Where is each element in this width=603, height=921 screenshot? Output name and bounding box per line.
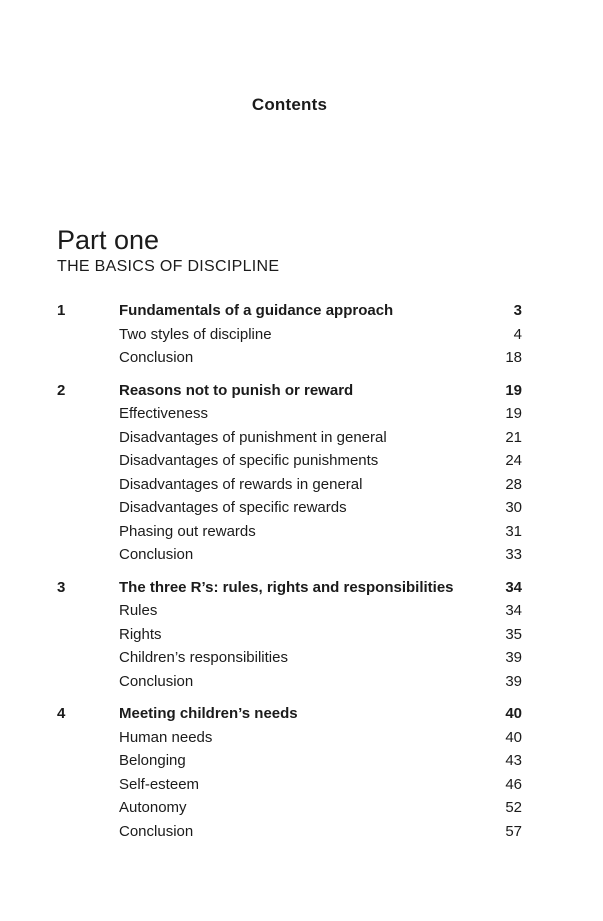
chapter-number [57, 796, 119, 820]
entry-page-number: 34 [505, 602, 522, 619]
chapter-number: 4 [57, 705, 66, 722]
toc-section-row [57, 543, 522, 567]
toc-section-row [57, 646, 522, 670]
entry-page-number: 19 [505, 405, 522, 422]
page-title: Contents [251, 95, 328, 114]
entry-title: Disadvantages of punishment in general [119, 428, 387, 446]
toc-section-row [57, 402, 522, 426]
chapter-number [57, 749, 119, 773]
entry-title: Effectiveness [119, 405, 208, 422]
chapter-number: 1 [57, 302, 66, 319]
entry-title: The three R’s: rules, rights and responsibilities [119, 578, 454, 596]
entry-title: Disadvantages of specific punishments [119, 452, 379, 469]
entry-page-number: 52 [505, 799, 522, 816]
toc-chapter-row [57, 702, 522, 726]
chapter-number [57, 473, 119, 497]
entry-page-number: 31 [505, 522, 522, 540]
entry-page-number: 18 [505, 349, 522, 366]
part-name: Part one [57, 225, 160, 255]
toc-section-row [57, 520, 522, 544]
chapter-number [57, 726, 119, 750]
chapter-number [57, 496, 119, 520]
entry-title: Children’s responsibilities [119, 649, 288, 666]
part-subtitle: THE BASICS OF DISCIPLINE [57, 258, 280, 275]
chapter-number [57, 646, 119, 670]
entry-title: Conclusion [119, 546, 194, 563]
entry-title: Autonomy [119, 799, 187, 816]
toc-section-row [57, 749, 522, 773]
entry-page-number: 19 [505, 381, 522, 399]
chapter-number: 2 [57, 381, 66, 399]
entry-title: Self-esteem [119, 775, 200, 793]
entry-title: Phasing out rewards [119, 522, 256, 540]
entry-title: Conclusion [119, 672, 194, 690]
entry-page-number: 24 [505, 452, 522, 469]
toc-section-row [57, 599, 522, 623]
toc-section-row [57, 796, 522, 820]
chapter-number: 3 [57, 578, 66, 596]
entry-page-number: 40 [505, 728, 522, 746]
toc-chapter-row [57, 576, 522, 600]
table-of-contents [57, 299, 522, 843]
entry-title: Rights [119, 625, 162, 643]
entry-page-number: 28 [505, 475, 522, 493]
entry-title: Rules [119, 602, 158, 619]
entry-page-number: 39 [505, 672, 522, 690]
entry-title: Disadvantages of specific rewards [119, 499, 347, 516]
entry-title: Conclusion [119, 349, 194, 366]
entry-page-number: 39 [505, 649, 522, 666]
entry-page-number: 43 [505, 752, 522, 769]
entry-page-number: 33 [505, 546, 522, 563]
toc-section-row [57, 726, 522, 750]
toc-section-row [57, 323, 522, 347]
entry-page-number: 3 [513, 302, 522, 319]
chapter-number [57, 820, 119, 844]
toc-section-row [57, 426, 522, 450]
entry-title: Conclusion [119, 822, 194, 840]
entry-title: Belonging [119, 752, 186, 769]
chapter-number [57, 599, 119, 623]
chapter-number [57, 402, 119, 426]
chapter-number [57, 670, 119, 694]
toc-chapter [57, 299, 522, 370]
entry-title: Two styles of discipline [119, 325, 272, 343]
toc-section-row [57, 473, 522, 497]
toc-section-row [57, 346, 522, 370]
chapter-number [57, 773, 119, 797]
entry-page-number: 35 [505, 625, 522, 643]
chapter-number [57, 623, 119, 647]
toc-chapter-row [57, 299, 522, 323]
entry-title: Fundamentals of a guidance approach [119, 302, 394, 319]
chapter-number [57, 323, 119, 347]
entry-page-number: 46 [505, 775, 522, 793]
toc-chapter [57, 702, 522, 843]
toc-section-row [57, 449, 522, 473]
entry-page-number: 21 [505, 428, 522, 446]
toc-section-row [57, 773, 522, 797]
entry-title: Reasons not to punish or reward [119, 381, 354, 399]
entry-page-number: 34 [505, 578, 522, 596]
entry-page-number: 30 [505, 499, 522, 516]
entry-page-number: 40 [505, 705, 522, 722]
entry-page-number: 57 [505, 822, 522, 840]
toc-chapter [57, 379, 522, 567]
chapter-number [57, 449, 119, 473]
entry-page-number: 4 [513, 325, 522, 343]
entry-title: Disadvantages of rewards in general [119, 475, 363, 493]
entry-title: Meeting children’s needs [119, 705, 298, 722]
toc-chapter-row [57, 379, 522, 403]
entry-title: Human needs [119, 728, 213, 746]
chapter-number [57, 346, 119, 370]
toc-section-row [57, 623, 522, 647]
chapter-number [57, 426, 119, 450]
part-heading [57, 225, 279, 276]
toc-section-row [57, 496, 522, 520]
toc-section-row [57, 820, 522, 844]
toc-section-row [57, 670, 522, 694]
toc-chapter [57, 576, 522, 694]
chapter-number [57, 543, 119, 567]
chapter-number [57, 520, 119, 544]
